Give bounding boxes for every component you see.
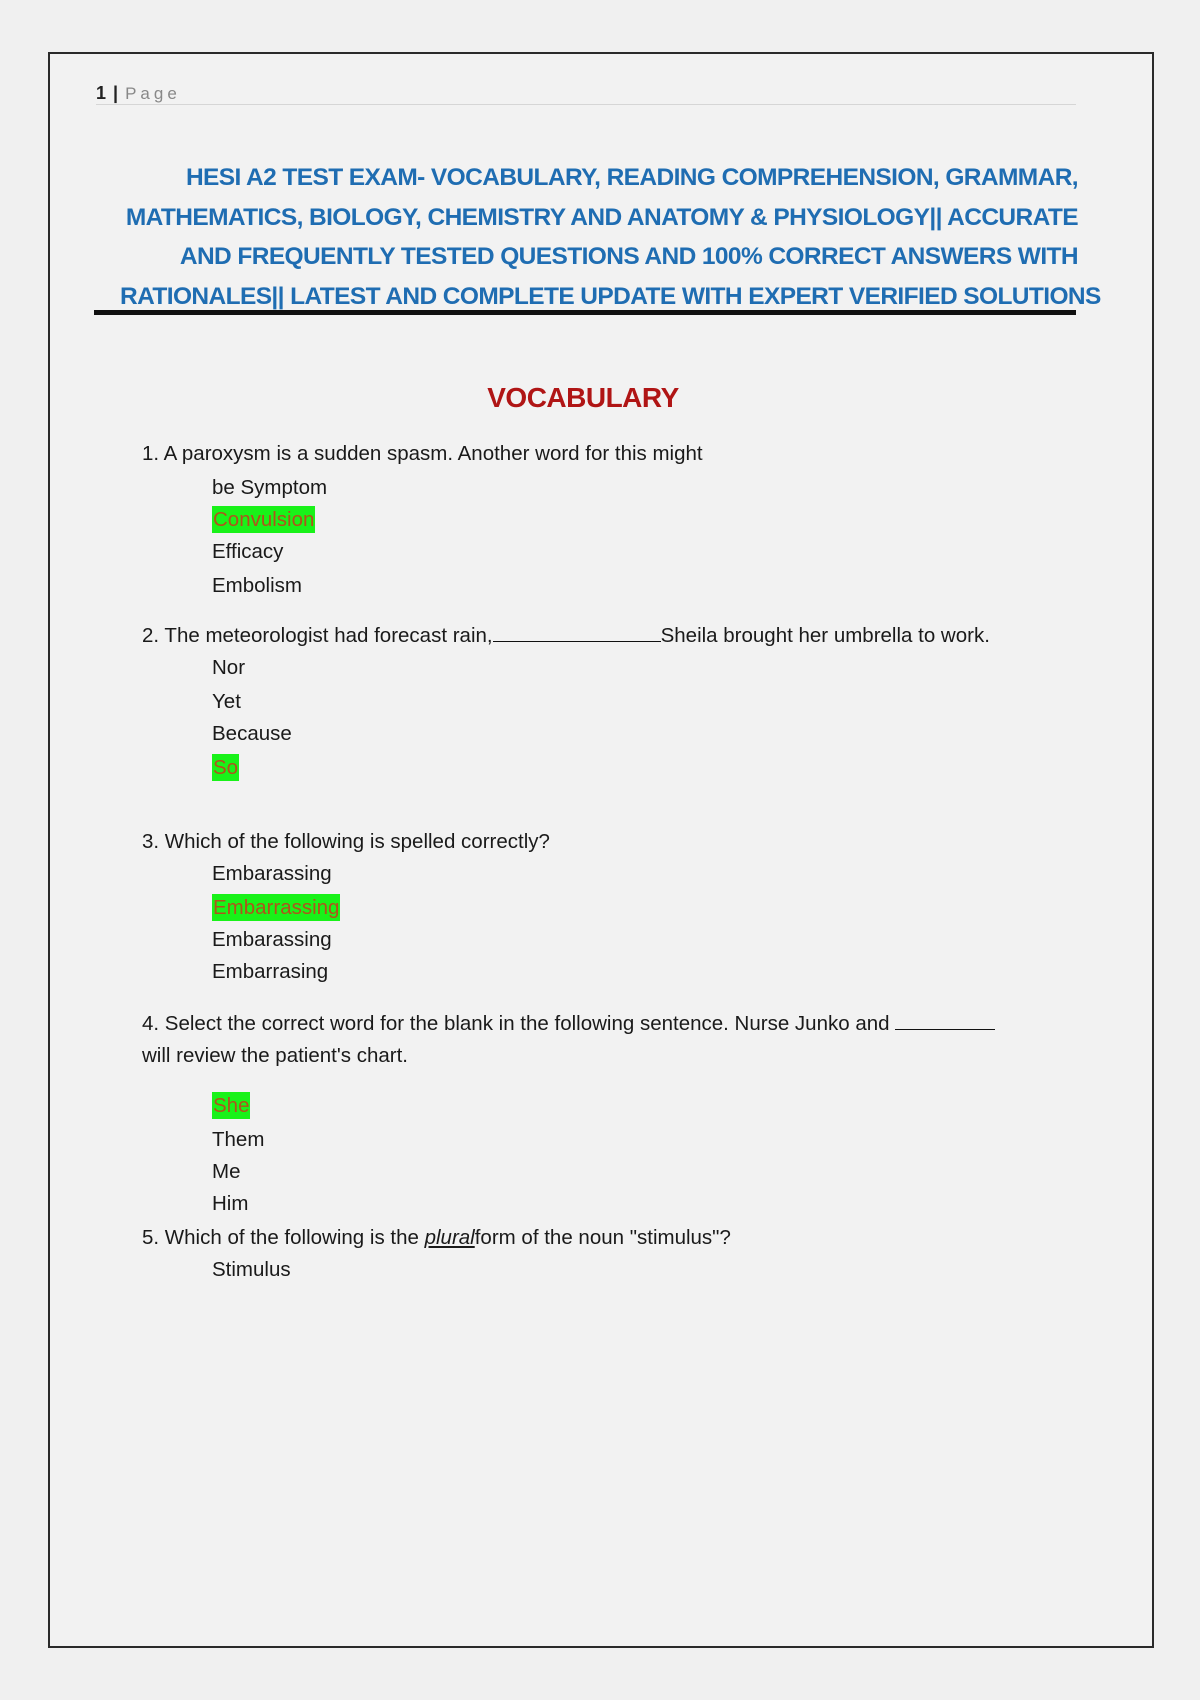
answer-highlight: So	[213, 756, 239, 779]
question-3-option: Embarassing	[212, 928, 332, 951]
question-4-option: Me	[212, 1160, 241, 1183]
question-5-option: Stimulus	[212, 1258, 291, 1281]
question-5-prompt-end: form of the noun "stimulus"?	[474, 1226, 731, 1249]
question-1-prompt: 1. A paroxysm is a sudden spasm. Another word for this might	[142, 442, 703, 465]
page-number: 1	[96, 83, 107, 103]
question-4-option: Him	[212, 1192, 249, 1215]
title-line: RATIONALES|| LATEST AND COMPLETE UPDATE WITH EXPERT VERIFIED SOLUTIONS	[120, 282, 1101, 310]
question-4-prompt-start: 4. Select the correct word for the blank in the following sentence. Nurse Junko and	[142, 1012, 890, 1035]
section-title: VOCABULARY	[487, 382, 679, 413]
question-5-prompt	[142, 1222, 731, 1254]
question-4-prompt-line-1	[142, 1008, 995, 1040]
question-2-option-correct	[212, 752, 239, 784]
answer-highlight: She	[213, 1094, 250, 1117]
question-2-prompt-end: Sheila brought her umbrella to work.	[660, 624, 990, 647]
answer-highlight: Embarrassing	[213, 896, 340, 919]
page-label: Page	[125, 84, 181, 103]
question-1-option: Efficacy	[212, 540, 284, 563]
title-underline-rule	[94, 310, 1076, 315]
question-4-prompt-line-2: will review the patient's chart.	[142, 1044, 408, 1067]
question-2-option: Yet	[212, 690, 241, 713]
question-2-prompt	[142, 620, 990, 652]
document-title	[120, 158, 1101, 316]
fill-in-blank	[493, 621, 661, 642]
document-page	[48, 52, 1154, 1648]
question-5-prompt-start: 5. Which of the following is the	[142, 1226, 419, 1249]
question-3-prompt: 3. Which of the following is spelled correctly?	[142, 830, 550, 853]
title-line: AND FREQUENTLY TESTED QUESTIONS AND 100% CORRECT ANSWERS WITH	[179, 243, 1078, 270]
question-1-option: Embolism	[212, 574, 302, 597]
question-3-option-correct	[212, 892, 340, 924]
emphasized-word: plural	[424, 1226, 475, 1249]
question-4-option: Them	[212, 1128, 265, 1151]
title-line: HESI A2 TEST EXAM- VOCABULARY, READING COMPREHENSION, GRAMMAR,	[185, 164, 1078, 191]
question-2-option: Nor	[212, 656, 246, 679]
title-line: MATHEMATICS, BIOLOGY, CHEMISTRY AND ANATOMY & PHYSIOLOGY|| ACCURATE	[125, 203, 1078, 231]
question-1-option: be Symptom	[212, 476, 328, 499]
answer-highlight: Convulsion	[213, 508, 315, 531]
question-4-option-correct	[212, 1090, 250, 1122]
fill-in-blank	[895, 1009, 995, 1030]
question-1-option-correct	[212, 504, 315, 536]
question-2-prompt-start: 2. The meteorologist had forecast rain,	[142, 624, 493, 647]
page-separator: |	[113, 83, 119, 103]
question-3-option: Embarassing	[212, 862, 332, 885]
question-3-option: Embarrasing	[212, 960, 329, 983]
question-2-option: Because	[212, 722, 292, 745]
page-header	[96, 84, 1076, 105]
